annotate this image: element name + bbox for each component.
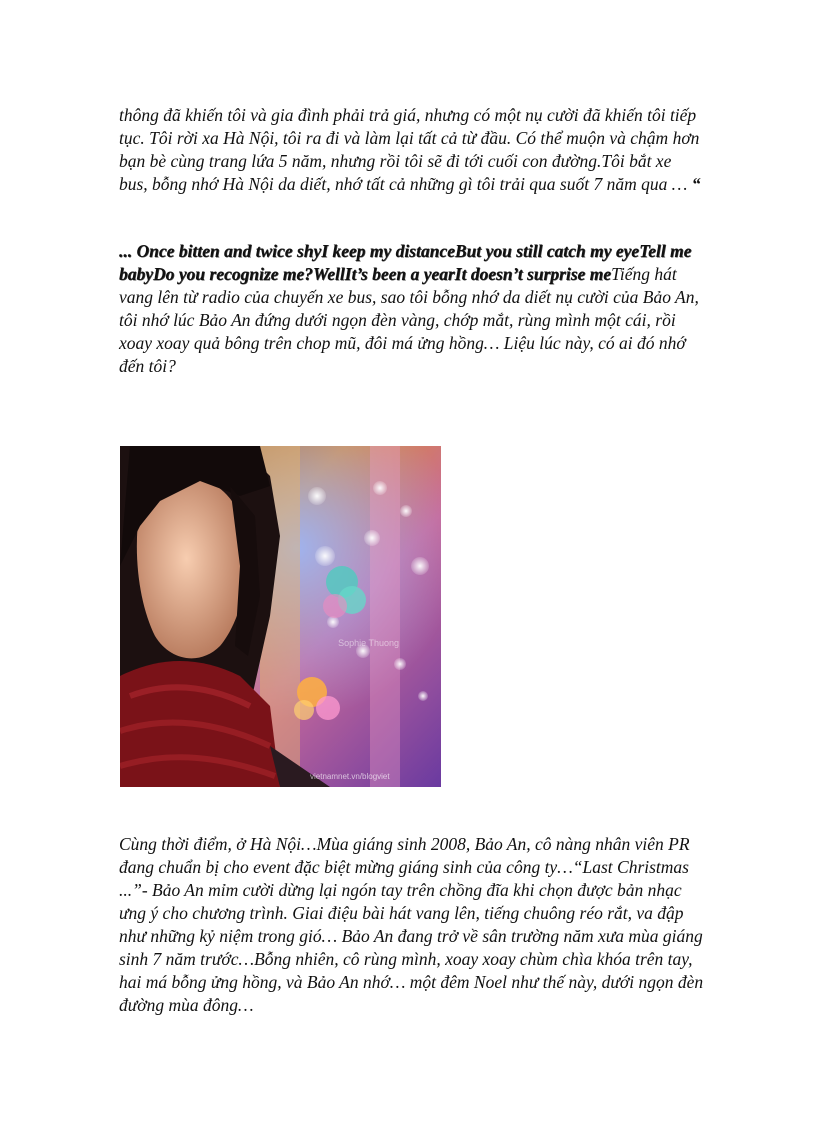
song-lyric: ... Once bitten and twice shyI keep my distanceBut you still catch my eyeTell me babyDo you recognize me?WellIt’s been a yearIt doesn’t surprise me <box>119 241 692 284</box>
photo-woman-bokeh <box>120 446 441 787</box>
closing-quote: “ <box>691 174 701 194</box>
photo-watermark-site: vietnamnet.vn/blogviet <box>310 772 390 781</box>
paragraph-hanoi <box>119 833 704 1017</box>
paragraph-intro <box>119 104 704 196</box>
photo-watermark-name: Sophie Thuong <box>338 638 399 648</box>
paragraph-lyrics <box>119 240 704 378</box>
paragraph-hanoi-text: Cùng thời điểm, ở Hà Nội…Mùa giáng sinh 2008, Bảo An, cô nàng nhân viên PR đang chuẩn bị cho event đặc biệt mừng giáng sinh của công ty…“Last Christmas ...”- Bảo An mỉm cười dừng lại ngón tay trên chồng đĩa khi chọn được bản nhạc ưng ý cho chương trình. Giai điệu bài hát vang lên, tiếng chuông réo rắt, va đập như những kỷ niệm trong gió… Bảo An đang trở về sân trường năm xưa mùa giáng sinh 7 năm trước…Bỗng nhiên, cô rùng mình, xoay xoay chùm chìa khóa trên tay, hai má bỗng ửng hồng, và Bảo An nhớ… một đêm Noel như thế này, dưới ngọn đèn đường mùa đông… <box>119 834 704 1015</box>
paragraph-intro-text: thông đã khiến tôi và gia đình phải trả giá, nhưng có một nụ cười đã khiến tôi tiếp tục. Tôi rời xa Hà Nội, tôi ra đi và làm lại tất cả từ đầu. Có thể muộn và chậm hơn bạn bè cùng trang lứa 5 năm, nhưng rồi tôi sẽ đi tới cuối con đường.Tôi bắt xe bus, bỗng nhớ Hà Nội da diết, nhớ tất cả những gì tôi trải qua suốt 7 năm qua … <box>119 105 700 194</box>
paragraph-lyrics-text: Tiếng hát vang lên từ radio của chuyến xe bus, sao tôi bỗng nhớ da diết nụ cười của Bảo An, tôi nhớ lúc Bảo An đứng dưới ngọn đèn vàng, chớp mắt, rùng mình một cái, rồi xoay xoay quả bông trên chop mũ, đôi má ửng hồng… Liệu lúc này, có ai đó nhớ đến tôi? <box>119 264 699 376</box>
